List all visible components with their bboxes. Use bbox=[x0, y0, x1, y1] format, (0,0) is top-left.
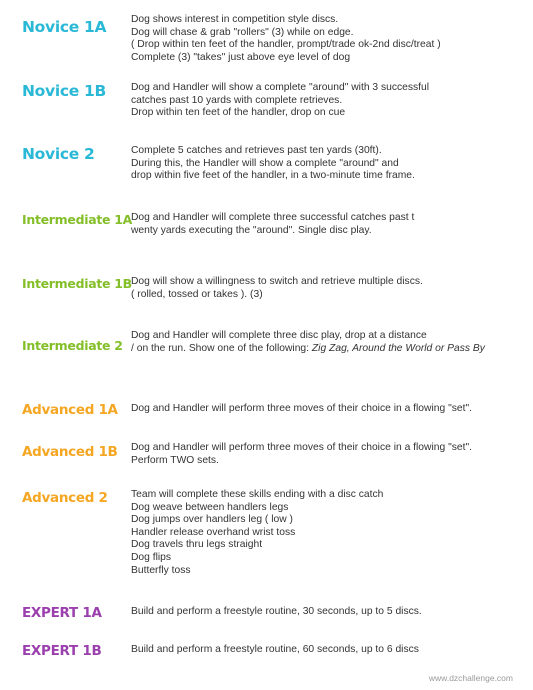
footer-url: www.dzchallenge.com bbox=[428, 673, 513, 683]
description-line: Dog will chase & grab "rollers" (3) while on edge. bbox=[131, 26, 354, 38]
level-description bbox=[131, 606, 526, 619]
description-line: / on the run. Show one of the following: Zig Zag, Around the World or Pass By bbox=[131, 342, 485, 354]
level-description bbox=[131, 489, 526, 577]
level-title: Intermediate 2 bbox=[22, 338, 123, 353]
level-description bbox=[131, 403, 526, 416]
level-title: EXPERT 1A bbox=[22, 605, 102, 621]
description-line: ( Drop within ten feet of the handler, prompt/trade ok-2nd disc/treat ) bbox=[131, 39, 441, 51]
description-line: Dog and Handler will perform three moves of their choice in a flowing "set". bbox=[131, 403, 472, 414]
level-description bbox=[131, 442, 526, 467]
level-title: EXPERT 1B bbox=[22, 643, 102, 659]
description-line: Drop within ten feet of the handler, drop on cue bbox=[131, 107, 346, 119]
level-title: Novice 1A bbox=[22, 18, 107, 36]
level-title: Intermediate 1B bbox=[22, 276, 132, 291]
description-line: Dog travels thru legs straight bbox=[131, 539, 263, 551]
description-line: Butterfly toss bbox=[131, 564, 191, 576]
description-line: Perform TWO sets. bbox=[131, 454, 219, 466]
description-line: Dog weave between handlers legs bbox=[131, 501, 289, 513]
description-line: Dog and Handler will show a complete "around" with 3 successful bbox=[131, 82, 430, 93]
description-line: Dog jumps over handlers leg ( low ) bbox=[131, 514, 293, 526]
level-description bbox=[131, 212, 526, 237]
description-line: Complete (3) "takes" just above eye level of dog bbox=[131, 51, 351, 63]
description-line: Dog and Handler will complete three successful catches past t bbox=[131, 212, 415, 223]
description-line: Team will complete these skills ending with a disc catch bbox=[131, 489, 384, 500]
description-line: wenty yards executing the "around". Single disc play. bbox=[131, 224, 372, 236]
description-line: Complete 5 catches and retrieves past ten yards (30ft). bbox=[131, 145, 382, 156]
description-line: Dog shows interest in competition style discs. bbox=[131, 14, 339, 25]
description-line: ( rolled, tossed or takes ). (3) bbox=[131, 288, 263, 300]
description-line: Dog flips bbox=[131, 551, 172, 563]
level-description bbox=[131, 276, 526, 301]
description-line: Build and perform a freestyle routine, 30 seconds, up to 5 discs. bbox=[131, 606, 422, 617]
level-description bbox=[131, 82, 526, 120]
description-line: During this, the Handler will show a complete "around" and bbox=[131, 157, 399, 169]
description-line: Dog and Handler will complete three disc play, drop at a distance bbox=[131, 330, 427, 341]
level-title: Intermediate 1A bbox=[22, 212, 133, 227]
description-line: Build and perform a freestyle routine, 60 seconds, up to 6 discs bbox=[131, 644, 419, 655]
description-line: Dog will show a willingness to switch and retrieve multiple discs. bbox=[131, 276, 423, 287]
level-title: Advanced 2 bbox=[22, 490, 108, 506]
description-line: Dog and Handler will perform three moves of their choice in a flowing "set". bbox=[131, 442, 472, 453]
level-description bbox=[131, 644, 526, 657]
level-description bbox=[131, 330, 526, 355]
description-line: catches past 10 yards with complete retrieves. bbox=[131, 94, 343, 106]
description-line: Handler release overhand wrist toss bbox=[131, 526, 296, 538]
level-title: Novice 2 bbox=[22, 145, 95, 163]
level-description bbox=[131, 145, 526, 183]
description-line: drop within five feet of the handler, in a two-minute time frame. bbox=[131, 170, 415, 182]
level-title: Advanced 1B bbox=[22, 444, 118, 460]
level-title: Novice 1B bbox=[22, 82, 107, 100]
level-description bbox=[131, 14, 526, 64]
level-title: Advanced 1A bbox=[22, 402, 118, 418]
